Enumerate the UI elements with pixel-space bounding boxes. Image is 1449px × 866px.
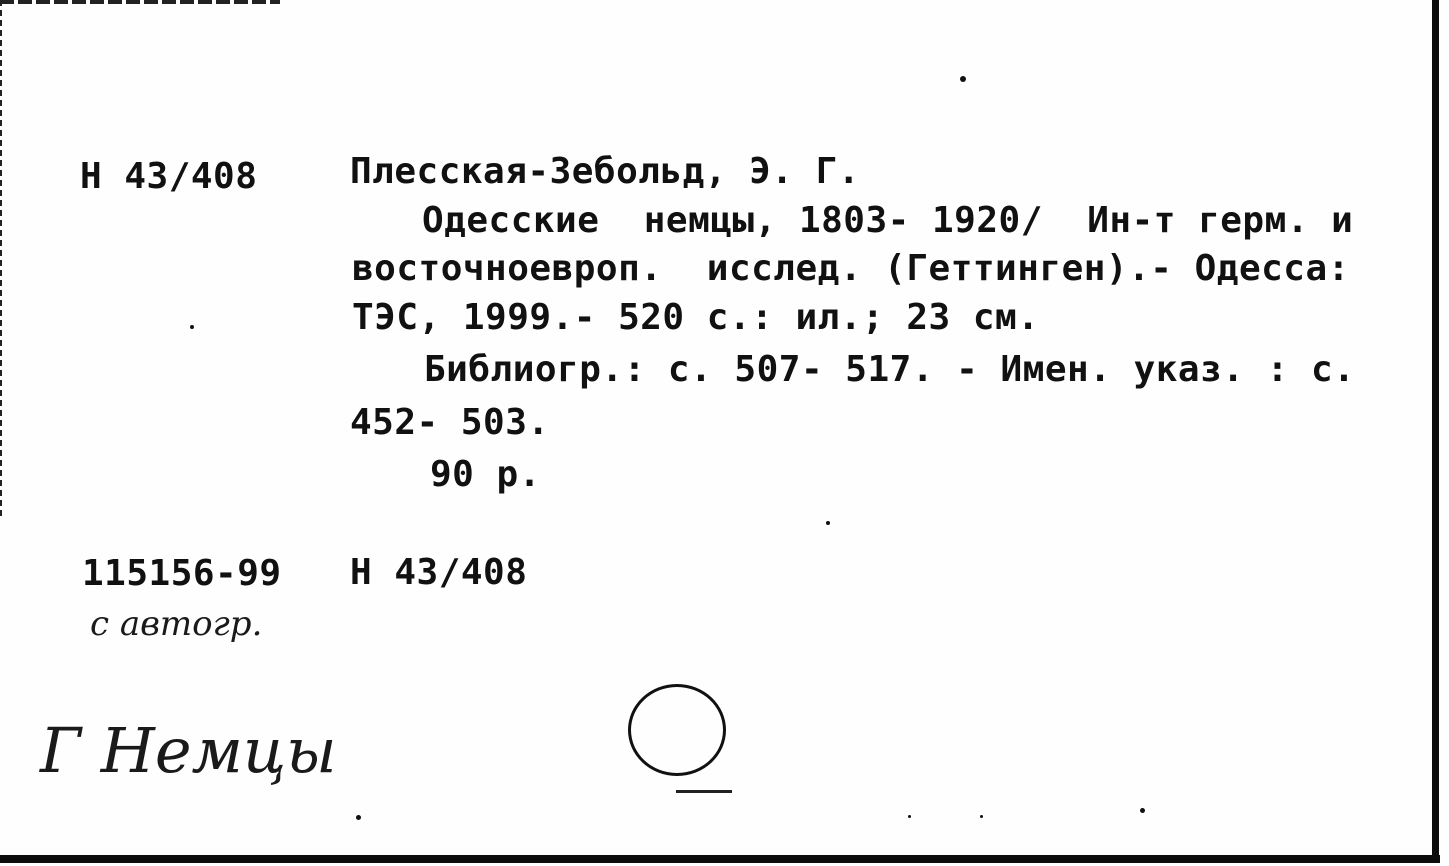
inventory-number: 115156-99 — [82, 553, 282, 594]
speck — [1140, 808, 1145, 813]
punch-hole — [628, 684, 726, 776]
speck — [960, 76, 966, 82]
author-heading: Плесская-Зебольд, Э. Г. — [350, 151, 860, 192]
speck — [908, 815, 911, 818]
card-right-edge — [1432, 0, 1439, 862]
card-top-edge — [0, 0, 280, 4]
call-number-bottom: Н 43/408 — [350, 552, 528, 593]
handwritten-subject-note: Г Немцы — [40, 714, 337, 787]
title-line-1: Одесские немцы, 1803- 1920/ Ин-т герм. и — [422, 200, 1354, 241]
card-bottom-edge — [0, 855, 1440, 863]
title-line-3: ТЭС, 1999.- 520 с.: ил.; 23 см. — [352, 297, 1040, 338]
handwritten-autograph-note: с автогр. — [90, 604, 263, 644]
price: 90 р. — [430, 454, 541, 495]
note-line-2: 452- 503. — [350, 402, 550, 443]
speck — [980, 815, 983, 818]
title-line-2: восточноевроп. исслед. (Геттинген).- Одесса: — [352, 248, 1350, 289]
speck — [190, 325, 194, 329]
note-line-1: Библиогр.: с. 507- 517. - Имен. указ. : с. — [424, 349, 1356, 390]
speck — [826, 521, 830, 525]
call-number-top: Н 43/408 — [80, 156, 258, 197]
card-left-edge — [0, 0, 2, 520]
speck — [356, 815, 361, 820]
hole-mark — [676, 790, 732, 793]
